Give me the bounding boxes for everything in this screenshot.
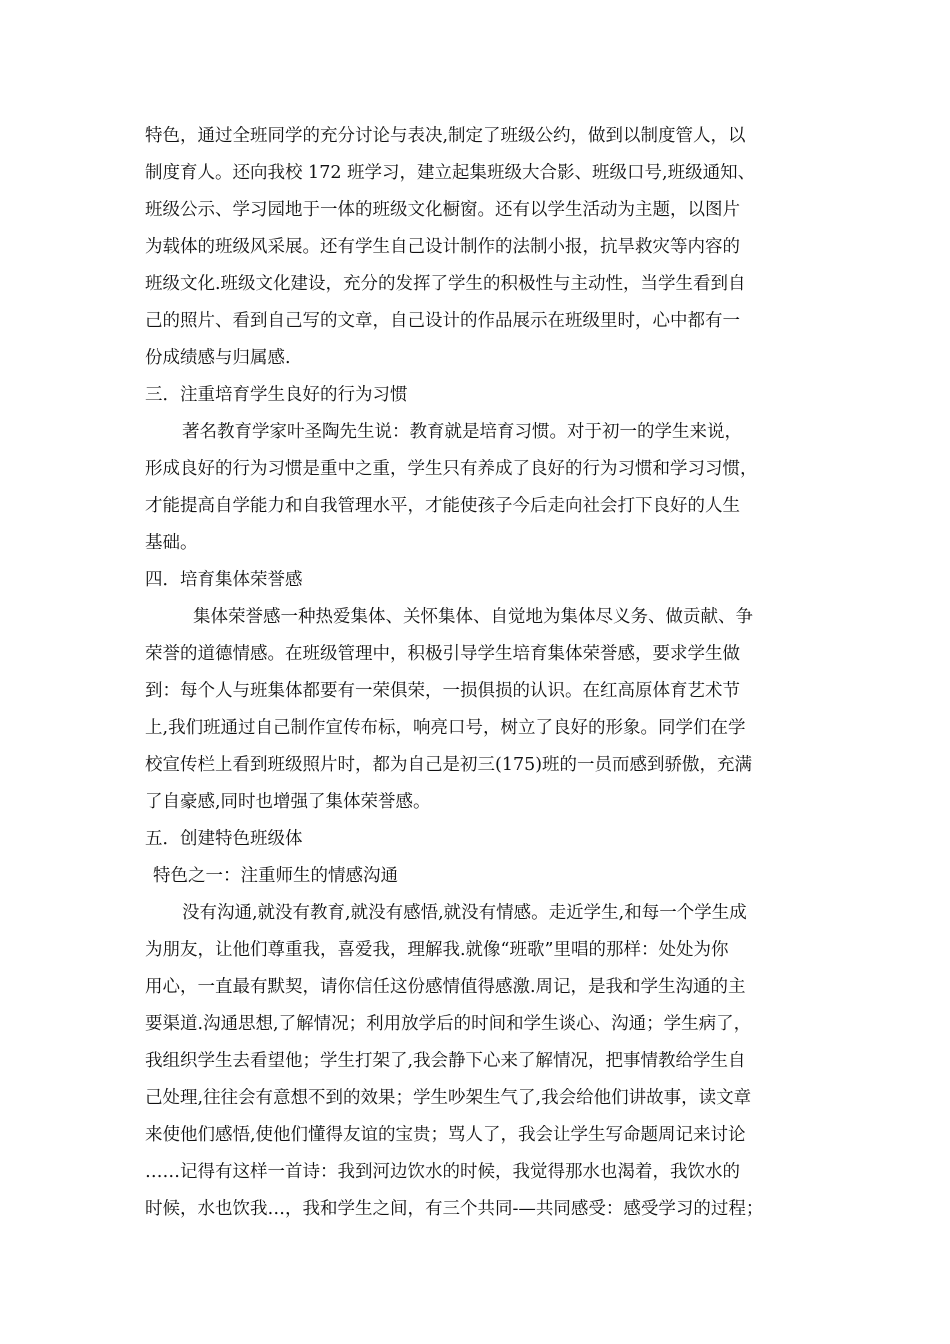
text-line: 为载体的班级风采展。还有学生自己设计制作的法制小报，抗旱救灾等内容的 [145,237,740,257]
section-heading: 四．培育集体荣誉感 [145,570,303,590]
text-line: 来使他们感悟,使他们懂得友谊的宝贵；骂人了，我会让学生写命题周记来讨论 [145,1125,746,1145]
text-line: 基础。 [145,533,198,553]
text-line: 特色，通过全班同学的充分讨论与表决,制定了班级公约，做到以制度管人，以 [145,126,746,146]
text-line: 没有沟通,就没有教育,就没有感悟,就没有情感。走近学生,和每一个学生成 [182,903,747,923]
text-line: 己的照片、看到自己写的文章，自己设计的作品展示在班级里时，心中都有一 [145,311,740,331]
section-heading: 五．创建特色班级体 [145,829,303,849]
text-line: ……记得有这样一首诗：我到河边饮水的时候，我觉得那水也渴着，我饮水的 [145,1162,740,1182]
text-line: 制度育人。还向我校 172 班学习，建立起集班级大合影、班级口号,班级通知、 [145,163,756,183]
text-line: 己处理,往往会有意想不到的效果；学生吵架生气了,我会给他们讲故事，读文章 [145,1088,752,1108]
text-line: 著名教育学家叶圣陶先生说：教育就是培育习惯。对于初一的学生来说， [182,422,742,442]
text-line: 班级文化.班级文化建设，充分的发挥了学生的积极性与主动性，当学生看到自 [145,274,746,294]
text-line: 到：每个人与班集体都要有一荣俱荣，一损俱损的认识。在红高原体育艺术节 [145,681,740,701]
text-line: 校宣传栏上看到班级照片时，都为自己是初三(175)班的一员而感到骄傲，充满 [145,755,753,775]
text-line: 上,我们班通过自己制作宣传布标，响亮口号，树立了良好的形象。同学们在学 [145,718,746,738]
section-heading: 三．注重培育学生良好的行为习惯 [145,385,408,405]
text-line: 形成良好的行为习惯是重中之重，学生只有养成了良好的行为习惯和学习习惯， [145,459,758,479]
text-line: 班级公示、学习园地于一体的班级文化橱窗。还有以学生活动为主题，以图片 [145,200,740,220]
text-line: 要渠道.沟通思想,了解情况；利用放学后的时间和学生谈心、沟通；学生病了， [145,1014,752,1034]
subsection-heading: 特色之一：注重师生的情感沟通 [153,866,398,886]
text-line: 份成绩感与归属感. [145,348,291,368]
text-line: 了自豪感,同时也增强了集体荣誉感。 [145,792,431,812]
text-line: 为朋友，让他们尊重我，喜爱我，理解我.就像“班歌”里唱的那样：处处为你 [145,940,729,960]
text-line: 时候，水也饮我…，我和学生之间，有三个共同-—共同感受：感受学习的过程； [145,1199,764,1219]
text-line: 集体荣誉感一种热爱集体、关怀集体、自觉地为集体尽义务、做贡献、争 [193,607,753,627]
text-line: 我组织学生去看望他；学生打架了,我会静下心来了解情况，把事情教给学生自 [145,1051,746,1071]
text-line: 才能提高自学能力和自我管理水平，才能使孩子今后走向社会打下良好的人生 [145,496,740,516]
text-line: 用心，一直最有默契，请你信任这份感情值得感激.周记，是我和学生沟通的主 [145,977,746,997]
text-line: 荣誉的道德情感。在班级管理中，积极引导学生培育集体荣誉感，要求学生做 [145,644,740,664]
